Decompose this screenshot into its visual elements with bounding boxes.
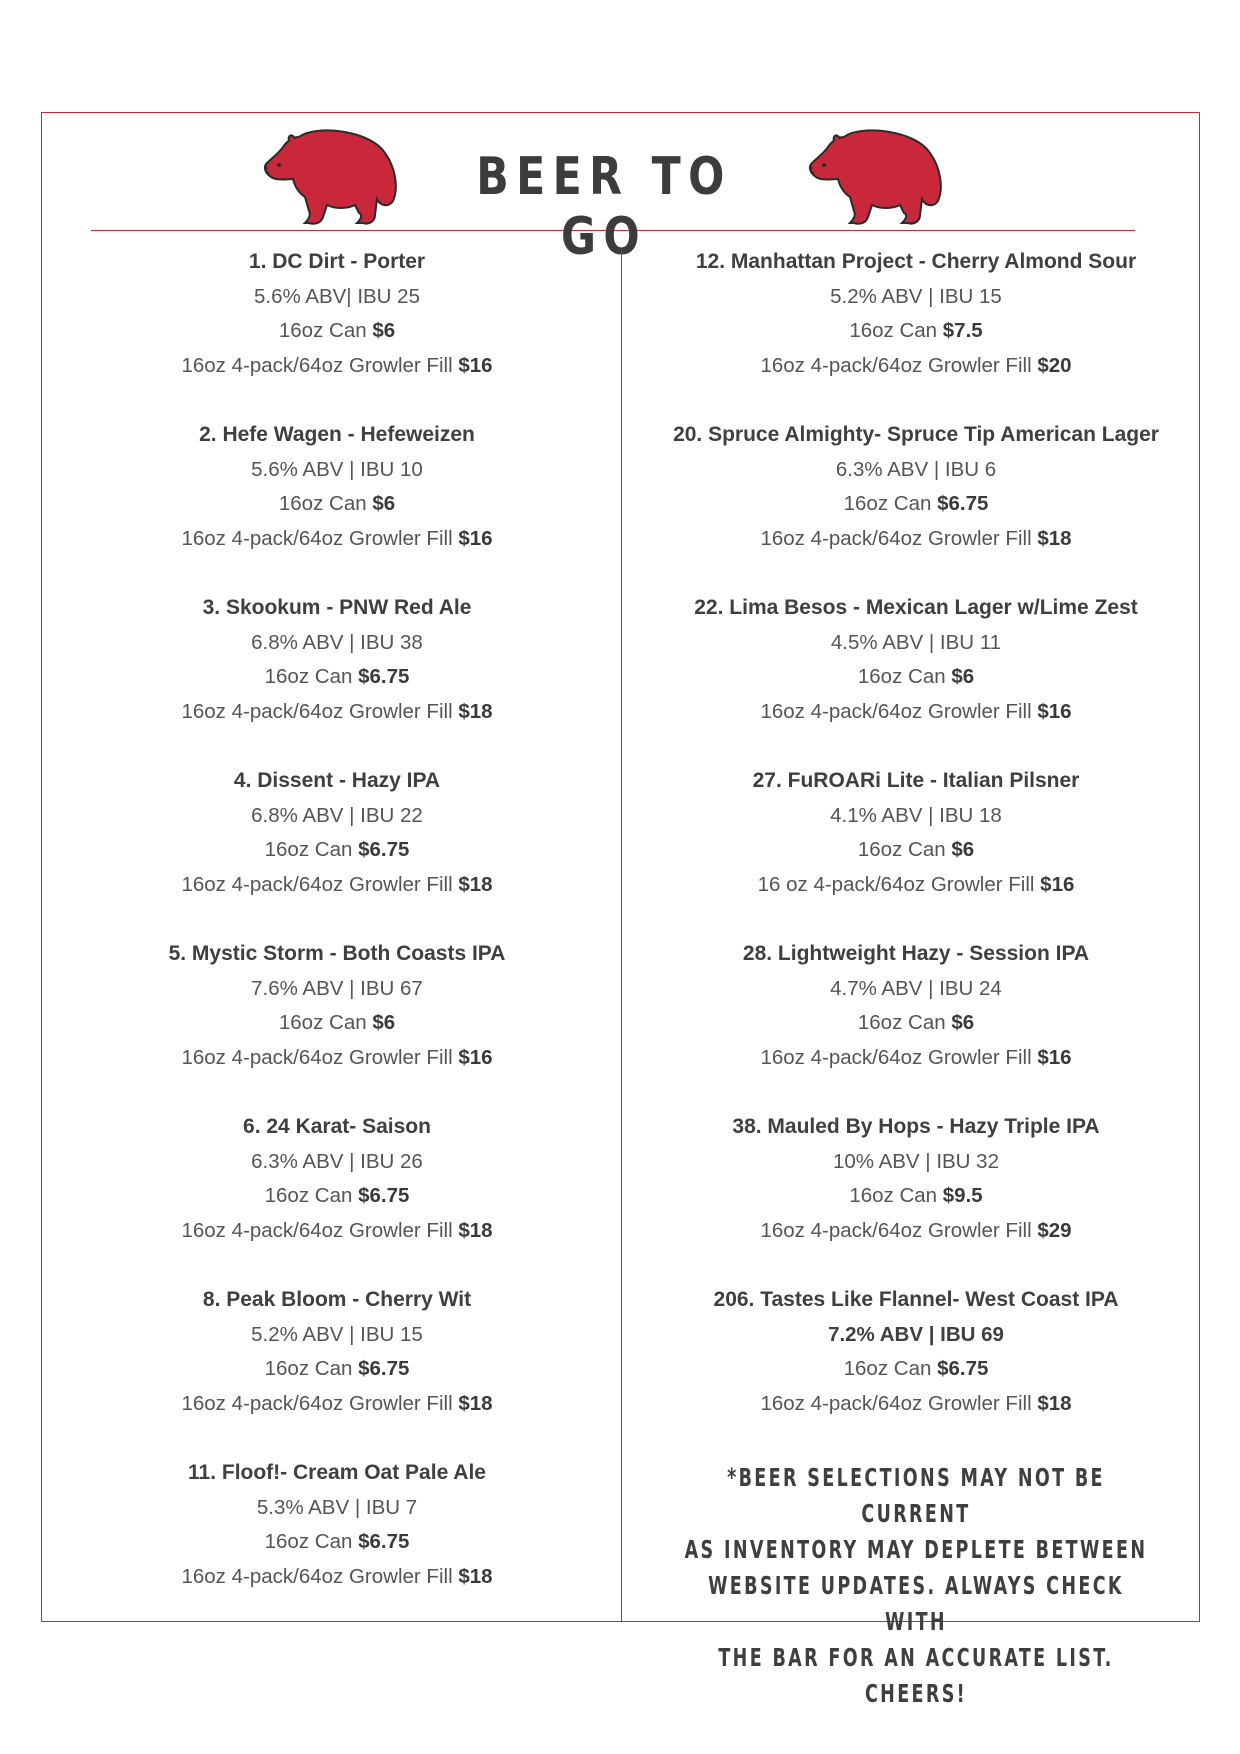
can-price: $6.75	[358, 838, 410, 861]
can-price: $6.75	[937, 492, 989, 515]
growler-label: 16oz 4-pack/64oz Growler Fill	[181, 526, 453, 550]
growler-price: $29	[1037, 1218, 1072, 1242]
can-price: $6.75	[358, 1530, 410, 1553]
beer-abv-ibu: 5.3% ABV | IBU 7	[256, 1495, 418, 1519]
can-price-line	[656, 1006, 1176, 1041]
page-title: BEER TO GO	[476, 147, 732, 267]
beer-name: 1. DC Dirt - Porter	[248, 250, 426, 273]
beer-name: 5. Mystic Storm - Both Coasts IPA	[168, 942, 506, 965]
left-beer-column	[77, 245, 597, 1629]
bear-icon	[804, 127, 948, 229]
growler-price-line	[656, 868, 1176, 903]
beer-item	[77, 245, 597, 418]
beer-abv-ibu: 7.2% ABV | IBU 69	[828, 1322, 1004, 1346]
can-price: $6.75	[358, 1184, 410, 1207]
growler-price-line	[656, 349, 1176, 384]
growler-price: $18	[1037, 1391, 1072, 1415]
notice-line: THE BAR FOR AN ACCURATE LIST. CHEERS!	[718, 1643, 1114, 1708]
beer-abv-ibu: 6.8% ABV | IBU 22	[251, 803, 423, 827]
inventory-notice	[682, 1456, 1150, 1712]
beer-name: 4. Dissent - Hazy IPA	[233, 769, 441, 792]
growler-price-line	[77, 1560, 597, 1595]
beer-item	[656, 1110, 1176, 1283]
growler-price: $16	[1040, 872, 1075, 896]
growler-price-line	[77, 1041, 597, 1076]
beer-abv-ibu: 4.5% ABV | IBU 11	[830, 630, 1002, 654]
beer-name: 11. Floof!- Cream Oat Pale Ale	[188, 1461, 486, 1484]
can-price-line	[77, 833, 597, 868]
growler-price-line	[656, 522, 1176, 557]
growler-label: 16oz 4-pack/64oz Growler Fill	[760, 699, 1032, 723]
beer-abv-ibu: 5.6% ABV| IBU 25	[253, 284, 420, 308]
beer-item	[656, 591, 1176, 764]
can-price-line	[77, 487, 597, 522]
can-price-line	[656, 314, 1176, 349]
can-label: 16oz Can	[857, 665, 946, 688]
beer-name: 8. Peak Bloom - Cherry Wit	[202, 1288, 472, 1311]
can-price-line	[77, 1179, 597, 1214]
growler-label: 16oz 4-pack/64oz Growler Fill	[181, 1045, 453, 1069]
growler-price-line	[656, 695, 1176, 730]
growler-label: 16oz 4-pack/64oz Growler Fill	[760, 1218, 1032, 1242]
beer-item	[77, 937, 597, 1110]
can-label: 16oz Can	[278, 319, 367, 342]
beer-item	[77, 1110, 597, 1283]
beer-abv-ibu: 6.3% ABV | IBU 26	[251, 1149, 423, 1173]
beer-name: 206. Tastes Like Flannel- West Coast IPA	[713, 1288, 1119, 1311]
beer-name: 27. FuROARi Lite - Italian Pilsner	[752, 769, 1080, 792]
growler-label: 16oz 4-pack/64oz Growler Fill	[760, 353, 1032, 377]
can-label: 16oz Can	[264, 1357, 353, 1380]
can-price: $6	[951, 838, 975, 861]
growler-price-line	[77, 1387, 597, 1422]
beer-abv-ibu: 6.3% ABV | IBU 6	[835, 457, 997, 481]
column-divider	[621, 251, 622, 1622]
can-price-line	[656, 1352, 1176, 1387]
notice-line: *BEER SELECTIONS MAY NOT BE CURRENT	[727, 1463, 1105, 1528]
beer-abv-ibu: 7.6% ABV | IBU 67	[251, 976, 423, 1000]
can-price-line	[77, 660, 597, 695]
can-label: 16oz Can	[843, 1357, 932, 1380]
growler-price-line	[77, 522, 597, 557]
growler-price: $16	[1037, 1045, 1072, 1069]
growler-price: $18	[458, 699, 493, 723]
beer-abv-ibu: 10% ABV | IBU 32	[832, 1149, 999, 1173]
beer-name: 12. Manhattan Project - Cherry Almond Sour	[695, 250, 1137, 273]
can-price: $6.75	[937, 1357, 989, 1380]
can-price: $9.5	[942, 1184, 983, 1207]
growler-price: $18	[458, 872, 493, 896]
can-label: 16oz Can	[843, 492, 932, 515]
growler-label: 16oz 4-pack/64oz Growler Fill	[181, 1391, 453, 1415]
can-label: 16oz Can	[849, 1184, 938, 1207]
beer-name: 22. Lima Besos - Mexican Lager w/Lime Zest	[694, 596, 1138, 619]
growler-price-line	[77, 695, 597, 730]
growler-price-line	[77, 868, 597, 903]
can-price-line	[656, 660, 1176, 695]
can-label: 16oz Can	[278, 1011, 367, 1034]
can-label: 16oz Can	[264, 665, 353, 688]
growler-price: $18	[458, 1391, 493, 1415]
can-price-line	[77, 1006, 597, 1041]
can-price: $6	[951, 665, 975, 688]
can-price-line	[656, 487, 1176, 522]
right-beer-column	[656, 245, 1176, 1712]
growler-label: 16oz 4-pack/64oz Growler Fill	[760, 1045, 1032, 1069]
can-price-line	[656, 1179, 1176, 1214]
beer-name: 2. Hefe Wagen - Hefeweizen	[199, 423, 475, 446]
beer-item	[656, 937, 1176, 1110]
growler-price-line	[656, 1214, 1176, 1249]
can-label: 16oz Can	[857, 1011, 946, 1034]
beer-name: 38. Mauled By Hops - Hazy Triple IPA	[732, 1115, 1100, 1138]
growler-price: $18	[458, 1564, 493, 1588]
can-label: 16oz Can	[278, 492, 367, 515]
notice-line: WEBSITE UPDATES. ALWAYS CHECK WITH	[708, 1571, 1124, 1636]
growler-label: 16oz 4-pack/64oz Growler Fill	[181, 353, 453, 377]
beer-item	[77, 418, 597, 591]
growler-price-line	[656, 1387, 1176, 1422]
growler-price: $18	[1037, 526, 1072, 550]
beer-name: 3. Skookum - PNW Red Ale	[202, 596, 472, 619]
growler-label: 16oz 4-pack/64oz Growler Fill	[760, 526, 1032, 550]
can-price-line	[656, 833, 1176, 868]
beer-abv-ibu: 4.1% ABV | IBU 18	[830, 803, 1002, 827]
beer-item	[77, 1283, 597, 1456]
beer-abv-ibu: 4.7% ABV | IBU 24	[830, 976, 1002, 1000]
growler-price-line	[77, 1214, 597, 1249]
beer-item	[77, 764, 597, 937]
growler-price: $16	[458, 1045, 493, 1069]
growler-price: $20	[1037, 353, 1072, 377]
beer-abv-ibu: 5.2% ABV | IBU 15	[251, 1322, 423, 1346]
can-price: $6.75	[358, 665, 410, 688]
beer-item	[656, 245, 1176, 418]
can-price: $6	[372, 319, 396, 342]
can-price: $6	[951, 1011, 975, 1034]
can-label: 16oz Can	[264, 838, 353, 861]
beer-item	[77, 591, 597, 764]
growler-label: 16oz 4-pack/64oz Growler Fill	[181, 1564, 453, 1588]
can-price: $6.75	[358, 1357, 410, 1380]
growler-price: $18	[458, 1218, 493, 1242]
growler-price-line	[656, 1041, 1176, 1076]
can-label: 16oz Can	[857, 838, 946, 861]
growler-price: $16	[1037, 699, 1072, 723]
beer-item	[656, 764, 1176, 937]
growler-label: 16oz 4-pack/64oz Growler Fill	[181, 699, 453, 723]
beer-name: 20. Spruce Almighty- Spruce Tip American Lager	[673, 423, 1159, 446]
can-price: $7.5	[942, 319, 983, 342]
beer-item	[656, 1283, 1176, 1456]
can-price-line	[77, 1525, 597, 1560]
can-price-line	[77, 1352, 597, 1387]
growler-price: $16	[458, 526, 493, 550]
growler-label: 16oz 4-pack/64oz Growler Fill	[760, 1391, 1032, 1415]
growler-label: 16 oz 4-pack/64oz Growler Fill	[757, 872, 1035, 896]
growler-label: 16oz 4-pack/64oz Growler Fill	[181, 872, 453, 896]
can-price-line	[77, 314, 597, 349]
beer-item	[77, 1456, 597, 1629]
beer-abv-ibu: 5.2% ABV | IBU 15	[830, 284, 1002, 308]
can-price: $6	[372, 492, 396, 515]
can-price: $6	[372, 1011, 396, 1034]
beer-abv-ibu: 6.8% ABV | IBU 38	[251, 630, 423, 654]
notice-line: AS INVENTORY MAY DEPLETE BETWEEN	[684, 1535, 1148, 1564]
growler-price-line	[77, 349, 597, 384]
growler-label: 16oz 4-pack/64oz Growler Fill	[181, 1218, 453, 1242]
growler-price: $16	[458, 353, 493, 377]
can-label: 16oz Can	[264, 1530, 353, 1553]
beer-item	[656, 418, 1176, 591]
can-label: 16oz Can	[264, 1184, 353, 1207]
beer-abv-ibu: 5.6% ABV | IBU 10	[251, 457, 423, 481]
bear-icon	[259, 127, 403, 229]
can-label: 16oz Can	[849, 319, 938, 342]
beer-name: 6. 24 Karat- Saison	[243, 1115, 431, 1138]
beer-name: 28. Lightweight Hazy - Session IPA	[742, 942, 1090, 965]
